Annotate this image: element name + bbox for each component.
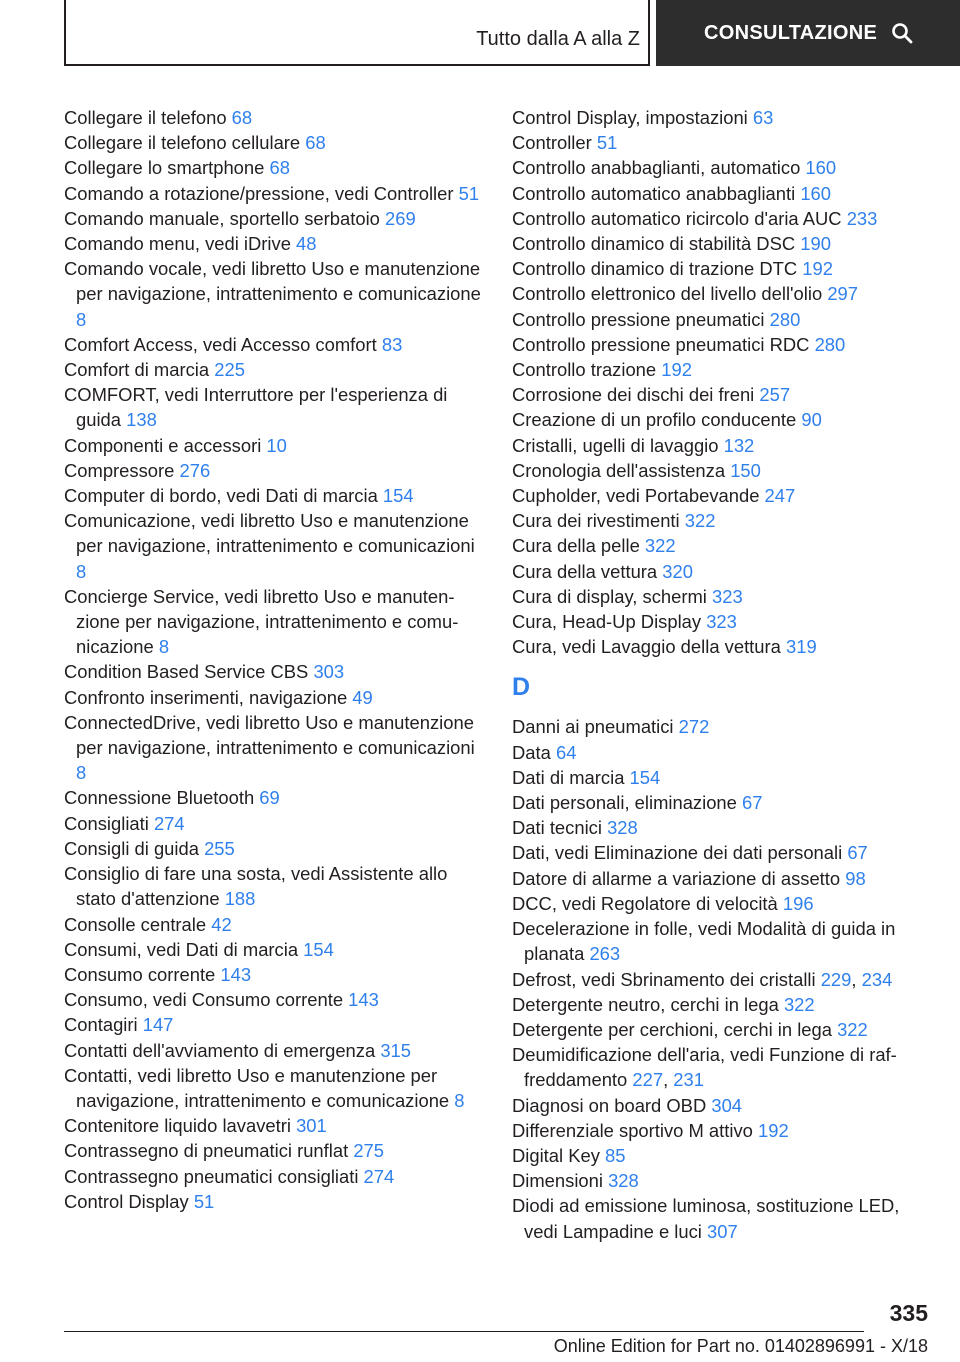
index-entry-term: Controllo dinamico di trazione DTC [512,258,803,280]
page-ref-link[interactable]: 234 [861,968,893,990]
page-ref-link[interactable]: 90 [801,409,822,431]
page-ref-link[interactable]: 143 [220,963,252,985]
index-entry [512,533,932,558]
index-entry-term: Cura della vettura [512,560,663,582]
index-entry [512,508,932,533]
page-ref-link[interactable]: 274 [153,812,185,834]
index-entry-term: Controllo dinamico di stabilità DSC [512,233,801,255]
index-entry-term: Cura, vedi Lavaggio della vettura [512,636,786,658]
index-entry-term: Controllo automatico anabbaglianti [512,182,801,204]
header-section-title: Tutto dalla A alla Z [476,28,640,50]
index-entry-term: Collegare lo smartphone [64,157,270,179]
index-entry [512,458,932,483]
index-entry-term: Cupholder, vedi Portabevande [512,485,765,507]
index-entry [512,815,932,840]
index-entry-term: Cura dei rivestimenti [512,510,685,532]
index-entry-term: Compressore [64,459,180,481]
page-ref-link[interactable]: 188 [224,888,256,910]
index-entry [64,1113,484,1138]
index-entry [512,433,932,458]
page-ref-separator: , [663,1069,674,1091]
index-entry-term: Defrost, vedi Sbrinamento dei cristalli [512,968,821,990]
index-entry-term: Computer di bordo, vedi Dati di marcia [64,485,383,507]
page-number: 335 [889,1300,928,1326]
index-entry [512,559,932,584]
index-entry [64,508,484,584]
index-entry-term: Dati di marcia [512,766,630,788]
page-ref-link[interactable]: 322 [644,535,676,557]
index-entry-term: Digital Key [512,1144,606,1166]
index-entry-term: Decelerazione in folle, vedi Modalità di guida in planata [512,918,896,965]
page-ref-link[interactable]: 304 [711,1094,743,1116]
index-letter-heading: D [512,673,531,702]
page-ref-link[interactable]: 269 [385,207,416,229]
index-entry-term: Connessione Bluetooth [64,787,260,809]
index-entry [64,1012,484,1037]
index-entry [512,256,932,281]
header-right-border [648,0,650,66]
page-ref-link[interactable]: 67 [847,842,868,864]
page-ref-link[interactable]: 276 [179,459,211,481]
index-entry-term: Controllo trazione [512,359,662,381]
index-entry [512,840,932,865]
index-entry [512,281,932,306]
page-ref-link[interactable]: 231 [673,1069,704,1091]
page-ref-link[interactable]: 315 [380,1039,412,1061]
index-entry-term: Consumo corrente [64,963,221,985]
index-entry-term: Contrassegno pneumatici consigliati [64,1165,364,1187]
page-ref-link[interactable]: 150 [730,459,761,481]
index-entry [64,181,484,206]
page-ref-link[interactable]: 233 [846,207,878,229]
page-ref-link[interactable]: 301 [296,1115,327,1137]
page-ref-link[interactable]: 147 [142,1014,174,1036]
index-entry-term: Cura di display, schermi [512,585,712,607]
index-entry [64,987,484,1012]
index-entry [64,458,484,483]
index-entry [64,584,484,660]
index-entry [64,1189,484,1214]
index-entry-term: Cristalli, ugelli di lavaggio [512,434,724,456]
index-entry-term: Dati personali, eliminazione [512,792,742,814]
index-entry [512,382,932,407]
page-ref-link[interactable]: 192 [661,359,692,381]
header-left-border [64,0,66,66]
page-ref-link[interactable]: 192 [758,1119,789,1141]
index-entry-term: Differenziale sportivo M attivo [512,1119,758,1141]
index-entry-term: Dimensioni [512,1170,609,1192]
page-ref-link[interactable]: 48 [296,233,317,255]
index-entry-term: Collegare il telefono [64,107,232,128]
index-entry [512,155,932,180]
index-entry-term: Cura, Head-Up Display [512,611,707,633]
index-entry-term: Detergente neutro, cerchi in lega [512,993,784,1015]
index-entry [512,992,932,1017]
index-entry-term: Controllo anabbaglianti, automatico [512,157,806,179]
page-ref-link[interactable]: 10 [266,434,287,456]
page-ref-link[interactable]: 322 [837,1018,868,1040]
index-entry-term: Detergente per cerchioni, cerchi in lega [512,1018,838,1040]
page-ref-link[interactable]: 247 [764,485,796,507]
page-ref-link[interactable]: 303 [313,661,345,683]
page-ref-link[interactable]: 255 [204,837,235,859]
index-entry-term: Control Display [64,1190,194,1212]
index-entry-term: Dati tecnici [512,817,608,839]
index-entry [64,483,484,508]
page-ref-link[interactable]: 68 [231,107,253,128]
footer-rule [64,1331,864,1332]
page-ref-link[interactable]: 263 [589,943,621,965]
page-ref-link[interactable]: 274 [363,1165,395,1187]
index-entry-term: Contenitore liquido lavavetri [64,1115,297,1137]
page-ref-link[interactable]: 64 [555,741,577,763]
page-ref-link[interactable]: 83 [381,333,403,355]
page-ref-link[interactable]: 67 [742,792,763,814]
index-entry-term: Consigliati [64,812,154,834]
index-entry [64,1063,484,1113]
page-ref-link[interactable]: 154 [382,485,414,507]
page-ref-link[interactable]: 68 [305,132,326,154]
index-entry [512,206,932,231]
page-ref-link[interactable]: 322 [684,510,716,532]
index-entry-term: Consigli di guida [64,837,205,859]
index-entry [512,866,932,891]
page-ref-link[interactable]: 42 [211,913,232,935]
index-entry [512,916,932,966]
index-entry [512,130,932,155]
index-entry-term: Comando manuale, sportello serbatoio [64,207,386,229]
index-entry [64,937,484,962]
page-ref-link[interactable]: 322 [783,993,815,1015]
page-ref-link[interactable]: 272 [678,716,710,738]
index-entry [64,811,484,836]
index-entry [512,1168,932,1193]
index-entry [512,483,932,508]
footer-edition [306,1336,928,1357]
index-entry [64,206,484,231]
index-entry-term: Comfort di marcia [64,359,215,381]
index-entry [64,685,484,710]
index-entry [64,433,484,458]
index-entry-term: Comunicazione, vedi libretto Uso e manutenzione per navigazione, intrattenimento e comunicazioni [64,510,475,557]
page-ref-link[interactable]: 69 [259,787,280,809]
index-entry-term: Danni ai pneumatici [512,716,679,738]
page-ref-link[interactable]: 225 [214,359,245,381]
index-entry [64,1038,484,1063]
index-entry-term: Deumidificazione dell'aria, vedi Funzione di raffreddamento [512,1044,897,1091]
index-entry [64,155,484,180]
index-entry [64,659,484,684]
index-entry-term: Controllo automatico ricircolo d'aria AUC [512,207,847,229]
index-entry [64,357,484,382]
index-entry-term: DCC, vedi Regolatore di velocità [512,892,783,914]
index-entry-term: Confronto inserimenti, navigazione [64,686,353,708]
index-entry [512,231,932,256]
page-ref-link[interactable]: 51 [193,1190,215,1212]
index-entry-term: Comando vocale, vedi libretto Uso e manutenzione per navigazione, intrattenimento e comunicazione [64,258,481,305]
page-ref-link[interactable]: 8 [76,762,87,784]
index-entry [64,710,484,786]
index-entry-term: Consumi, vedi Dati di marcia [64,938,304,960]
index-entry-term: Data [512,741,556,763]
page-ref-link[interactable]: 328 [608,1170,639,1192]
index-entry-term: Controller [512,132,597,154]
index-entry [512,407,932,432]
index-entry [512,740,932,765]
page-ref-link[interactable]: 328 [607,817,638,839]
footer-edition-text: Online Edition for Part no. 01402896991 - X/18 [553,1336,928,1356]
index-entry-term: Cura della pelle [512,535,645,557]
index-entry-term: Consolle centrale [64,913,212,935]
page-ref-link[interactable]: 98 [845,867,866,889]
page-ref-link[interactable]: 160 [800,182,831,204]
index-entry-term: Comando menu, vedi iDrive [64,233,297,255]
index-entry [64,231,484,256]
index-entry-term: Comfort Access, vedi Accesso comfort [64,333,382,355]
page-ref-link[interactable]: 8 [454,1089,465,1111]
index-entry [512,1093,932,1118]
index-entry-term: Controllo pressione pneumatici [512,308,770,330]
index-entry [64,1164,484,1189]
index-entry [64,1138,484,1163]
header-tab-consultazione[interactable] [656,0,960,66]
page-ref-link[interactable]: 8 [76,308,87,330]
index-entry-term: Contatti dell'avviamento di emergenza [64,1039,381,1061]
index-entry [64,332,484,357]
page-ref-link[interactable]: 49 [352,686,373,708]
index-column-right [512,105,932,1244]
page-ref-link[interactable]: 154 [303,938,334,960]
index-entry-term: Creazione di un profilo conducente [512,409,802,431]
page-ref-link[interactable]: 8 [158,636,170,658]
index-entry-term: Controllo pressione pneumatici RDC [512,333,815,355]
page-ref-link[interactable]: 323 [706,611,737,633]
page-ref-link[interactable]: 85 [605,1144,626,1166]
index-entry-term: Consiglio di fare una sosta, vedi Assistente allo stato d'attenzione [64,863,448,910]
index-entry-term: ConnectedDrive, vedi libretto Uso e manutenzione per navigazione, intrattenimento e comunicazioni [64,711,475,759]
page-ref-link[interactable]: 154 [629,766,661,788]
index-entry-term: Condition Based Service CBS [64,661,314,683]
index-entry-term: Comando a rotazione/pressione, vedi Controller [64,182,459,204]
index-entry [512,609,932,634]
index-entry [512,634,932,659]
page-ref-link[interactable]: 138 [126,409,157,431]
index-entry-term: Controllo elettronico del livello dell'olio [512,283,828,305]
page-ref-link[interactable]: 320 [662,560,693,582]
index-entry [512,181,932,206]
index-entry [64,130,484,155]
index-entry [512,584,932,609]
index-entry [512,1143,932,1168]
index-entry [512,307,932,332]
index-entry [512,790,932,815]
index-entry-term: Cronologia dell'assistenza [512,459,731,481]
index-entry [512,1042,932,1092]
index-column-left [64,105,484,1214]
index-entry [512,1193,932,1243]
index-entry [512,714,932,739]
index-entry [64,912,484,937]
header-rule [64,64,650,66]
index-entry-term: Corrosione dei dischi dei freni [512,384,760,406]
index-entry-term: Diodi ad emissione luminosa, sostituzione LED, vedi Lampadine e luci [512,1195,900,1242]
page-ref-link[interactable]: 8 [76,560,87,582]
index-entry [512,967,932,992]
index-entry-term: Collegare il telefono cellulare [64,132,306,154]
index-entry-term: Contatti, vedi libretto Uso e manutenzione per navigazione, intrattenimento e comunicazione [64,1064,455,1111]
index-entry [512,105,932,130]
index-entry [64,382,484,432]
index-entry [512,1118,932,1143]
index-entry [64,861,484,911]
page-ref-link[interactable]: 192 [802,258,833,280]
page-ref-link[interactable]: 275 [353,1140,384,1162]
index-entry-term: Componenti e accessori [64,434,267,456]
page-ref-link[interactable]: 143 [348,989,379,1011]
index-entry [512,891,932,916]
page-ref-link[interactable]: 257 [759,384,791,406]
search-icon [891,22,913,44]
index-entry [64,962,484,987]
page-ref-link[interactable]: 280 [814,333,846,355]
index-entry [512,357,932,382]
index-entry-term: Diagnosi on board OBD [512,1094,712,1116]
page-ref-link[interactable]: 51 [596,132,618,154]
page-ref-link[interactable]: 63 [752,107,774,128]
index-entry [64,836,484,861]
page-ref-link[interactable]: 160 [805,157,837,179]
index-entry-term: Consumo, vedi Consumo corrente [64,989,349,1011]
page-ref-link[interactable]: 132 [723,434,755,456]
index-entry-term: Datore di allarme a variazione di assetto [512,867,846,889]
index-entry [64,105,484,130]
index-entry [512,1017,932,1042]
page-ref-link[interactable]: 323 [711,585,743,607]
page-ref-link[interactable]: 229 [820,968,852,990]
index-entry-term: Dati, vedi Eliminazione dei dati personali [512,842,848,864]
page-ref-link[interactable]: 307 [707,1220,738,1242]
page-ref-link[interactable]: 227 [632,1069,664,1091]
index-entry-term: COMFORT, vedi Interruttore per l'esperienza di guida [64,384,448,431]
index-entry-term: Contrassegno di pneumatici runflat [64,1140,354,1162]
page-ref-link[interactable]: 297 [827,283,858,305]
index-entry-term: Concierge Service, vedi libretto Uso e manutenzione per navigazione, intrattenimento e comunicazione [64,585,459,658]
page-ref-link[interactable]: 190 [800,233,831,255]
page-ref-link[interactable]: 68 [269,157,290,179]
page-ref-link[interactable]: 196 [782,892,814,914]
page-ref-separator: , [851,968,862,990]
index-entry [64,785,484,810]
header-tab-label: CONSULTAZIONE [704,21,878,44]
page-ref-link[interactable]: 280 [769,308,801,330]
page-ref-link[interactable]: 319 [785,636,817,658]
page-ref-link[interactable]: 51 [458,182,480,204]
index-entry-term: Contagiri [64,1014,143,1036]
index-entry-term: Control Display, impostazioni [512,107,753,128]
index-entry [512,332,932,357]
index-entry [64,256,484,332]
index-entry [512,765,932,790]
